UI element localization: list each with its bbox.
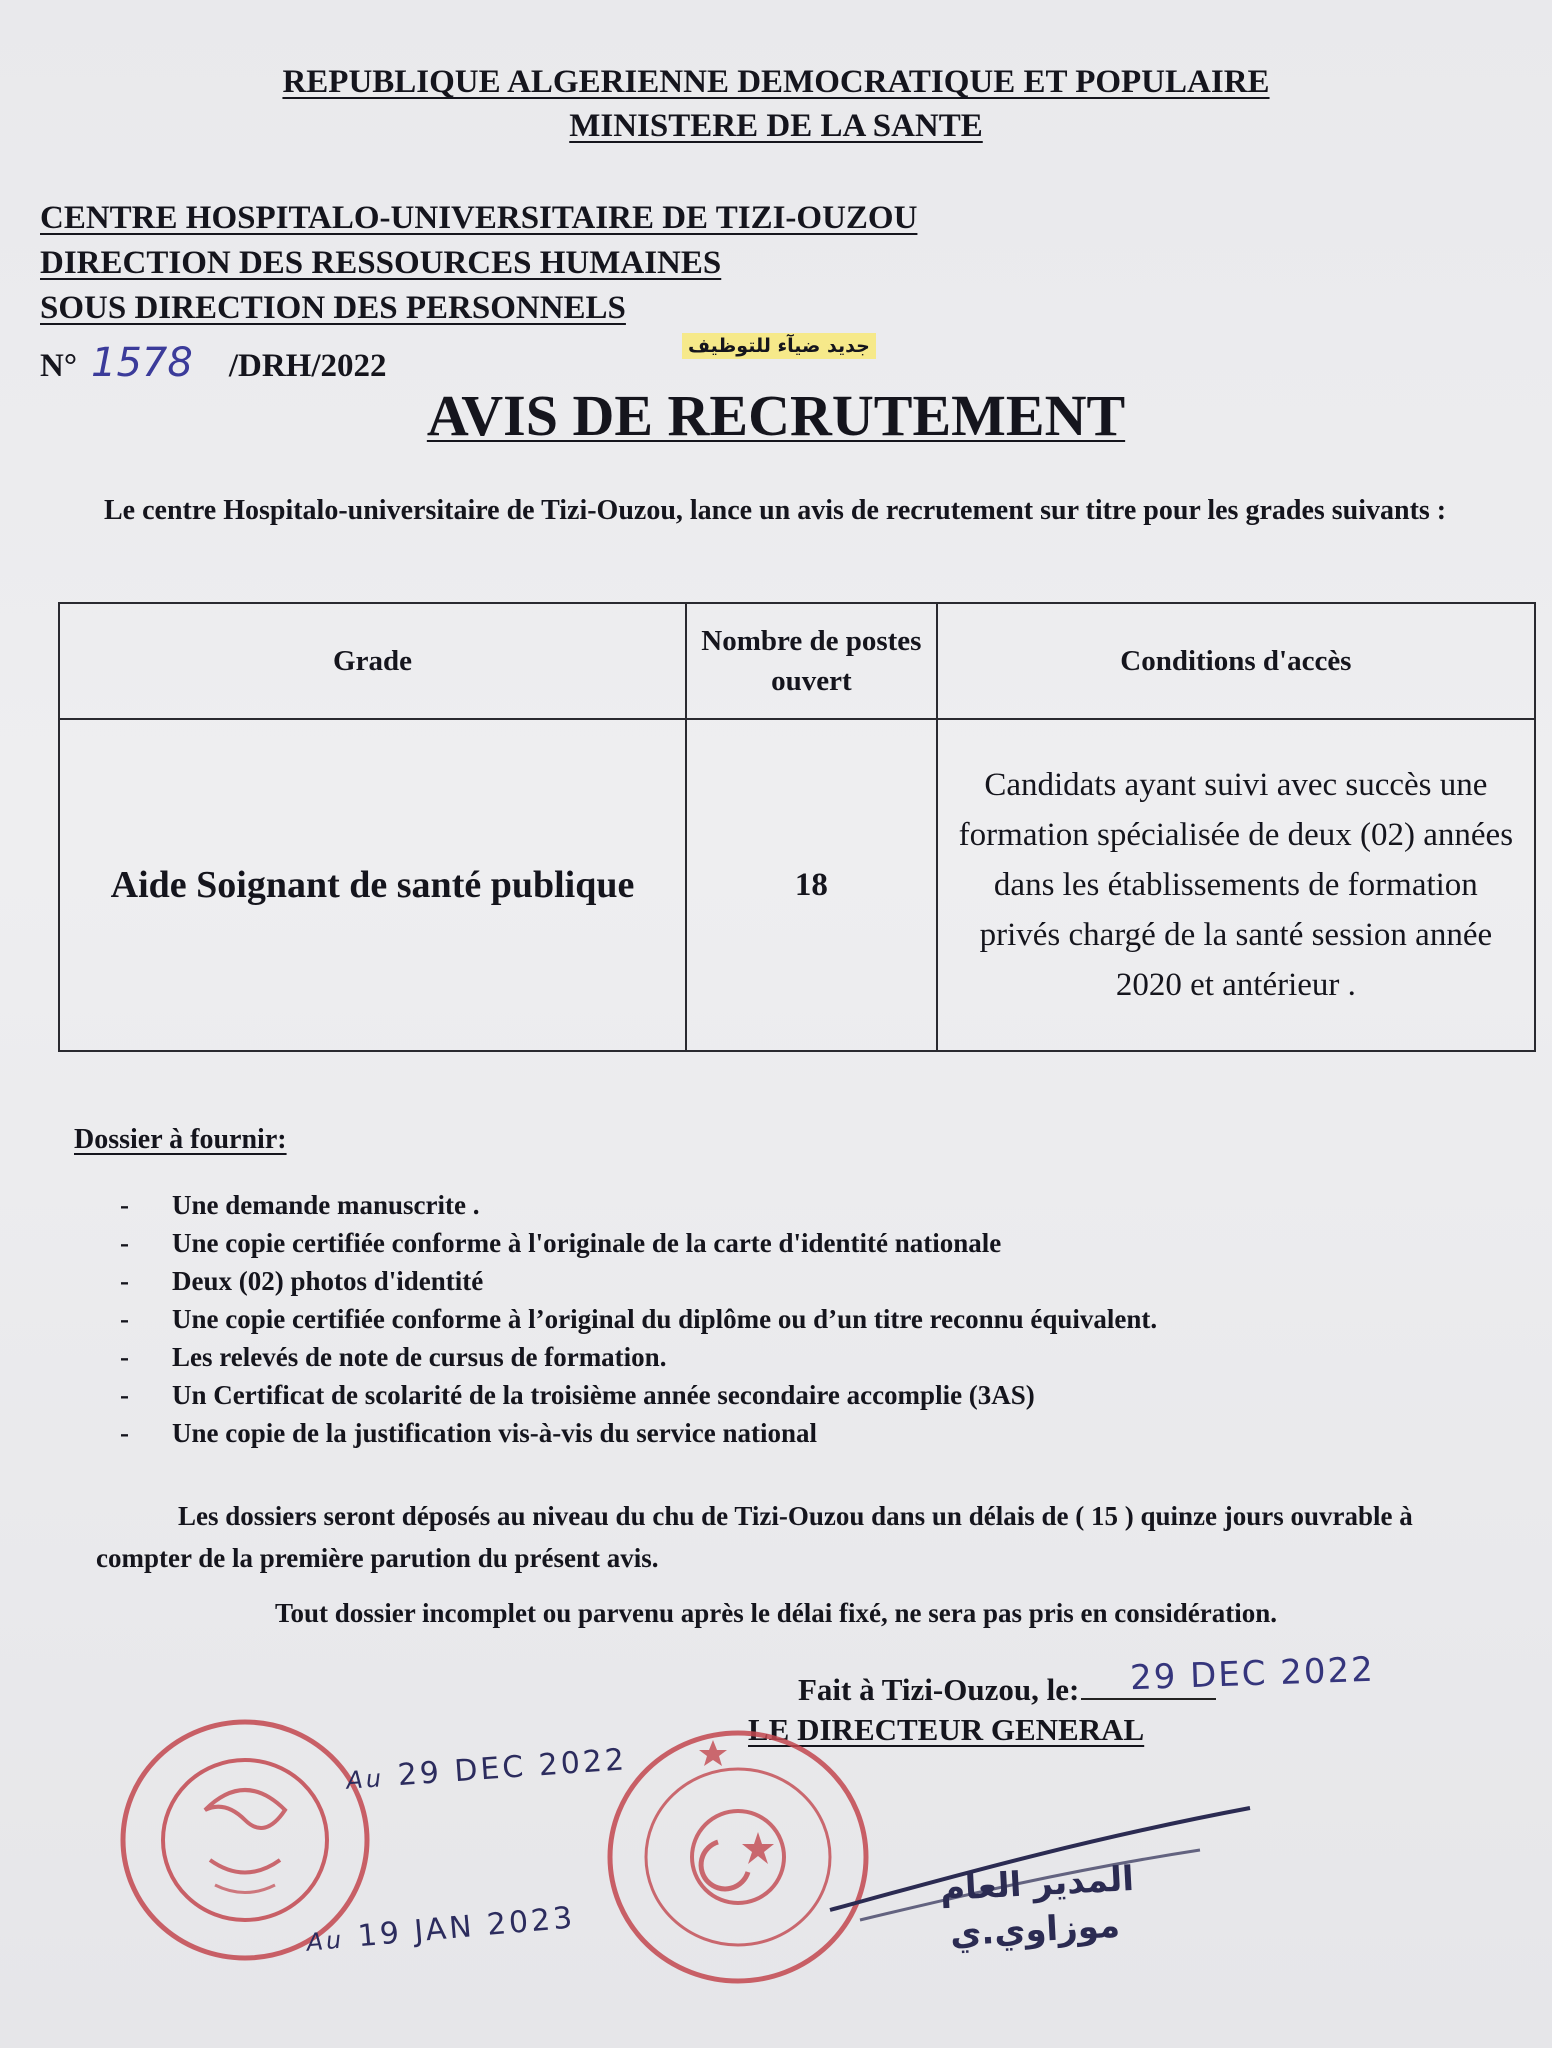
arabic-badge: جديد ضيآء للتوظيف	[682, 333, 876, 359]
list-item: - Une demande manuscrite .	[120, 1190, 480, 1220]
dossier-title: Dossier à fournir:	[74, 1124, 287, 1155]
list-item: - Un Certificat de scolarité de la troisième année secondaire accomplie (3AS)	[120, 1380, 1035, 1410]
list-item: - Une copie de la justification vis-à-vis du service national	[120, 1418, 817, 1448]
director-arabic-name: موزاوي.ي	[949, 1905, 1121, 1955]
director-arabic-title: المدير العام	[939, 1858, 1135, 1910]
header-grade: Grade	[59, 603, 686, 719]
count-cell: 18	[686, 719, 937, 1051]
republic-heading: REPUBLIQUE ALGERIENNE DEMOCRATIQUE ET POPULAIRE	[282, 64, 1270, 100]
document-title: AVIS DE RECRUTEMENT	[426, 383, 1126, 448]
conditions-cell: Candidats ayant suivi avec succès une formation spécialisée de deux (02) années dans les établissements de formation privés chargé de la santé session année 2020 et antérieur .	[937, 719, 1535, 1051]
list-item: - Une copie certifiée conforme à l'originale de la carte d'identité nationale	[120, 1228, 1002, 1258]
ministry-heading: MINISTERE DE LA SANTE	[569, 108, 983, 144]
reference-number	[40, 340, 387, 386]
grades-table	[58, 602, 1536, 1052]
fait-label: Fait à Tizi-Ouzou, le:	[798, 1672, 1080, 1707]
direction-heading: DIRECTION DES RESSOURCES HUMAINES	[40, 245, 722, 281]
table-row	[59, 719, 1535, 1051]
intro-paragraph: Le centre Hospitalo-universitaire de Tizi-Ouzou, lance un avis de recrutement sur titre pour les grades suivants :	[104, 495, 1447, 526]
ref-prefix: N°	[40, 348, 78, 384]
sub-direction-heading: SOUS DIRECTION DES PERSONNELS	[40, 290, 626, 326]
list-item: - Deux (02) photos d'identité	[120, 1266, 484, 1296]
director-title: LE DIRECTEUR GENERAL	[748, 1712, 1145, 1747]
list-item: - Les relevés de note de cursus de formation.	[120, 1342, 667, 1372]
dossier-list	[120, 1186, 1157, 1452]
table-header-row	[59, 603, 1535, 719]
header-count: Nombre de postes ouvert	[686, 603, 937, 719]
stamp-date-2: Au 19 JAN 2023	[305, 1900, 577, 1957]
ref-suffix: /DRH/2022	[228, 348, 387, 384]
header-conditions: Conditions d'accès	[937, 603, 1535, 719]
fait-date-stamp: 29 DEC 2022	[1129, 1649, 1376, 1699]
center-heading: CENTRE HOSPITALO-UNIVERSITAIRE DE TIZI-OUZOU	[40, 200, 918, 236]
ref-number-handwritten: 1578	[91, 340, 193, 386]
stamp-date-1: Au 29 DEC 2022	[345, 1742, 629, 1795]
incomplete-notice: Tout dossier incomplet ou parvenu après le délai fixé, ne sera pas pris en considération.	[274, 1598, 1278, 1628]
grade-cell: Aide Soignant de santé publique	[59, 719, 686, 1051]
deposit-paragraph: Les dossiers seront déposés au niveau du chu de Tizi-Ouzou dans un délais de ( 15 ) quinze jours ouvrable à compter de la première parution du présent avis.	[96, 1501, 1413, 1573]
list-item: - Une copie certifiée conforme à l’original du diplôme ou d’un titre reconnu équivalent.	[120, 1304, 1158, 1334]
fait-underline	[1081, 1698, 1216, 1700]
